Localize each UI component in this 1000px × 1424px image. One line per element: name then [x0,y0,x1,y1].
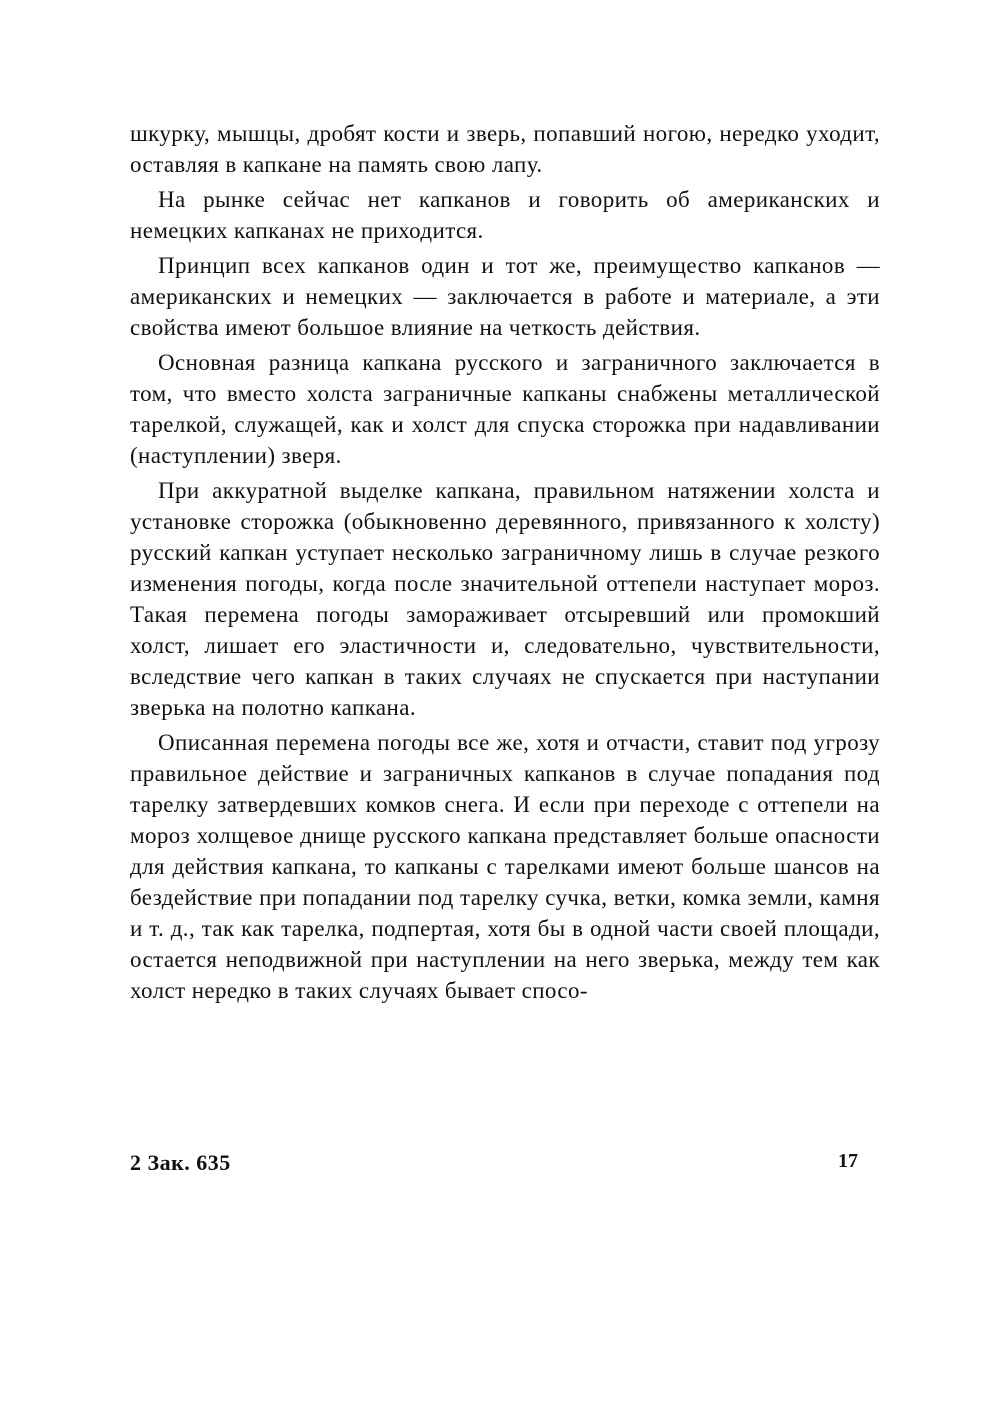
printer-signature: 2 Зак. 635 [130,1150,231,1175]
paragraph-1: шкурку, мышцы, дробят кости и зверь, попавший ногою, нередко уходит, оставляя в капкане на память свою лапу. [130,121,880,177]
page-body [130,118,880,1010]
paragraph-3: Принцип всех капканов один и тот же, преимущество капканов — американских и немецких — заключается в работе и материале, а эти свойства имеют большое влияние на четкость действия. [130,253,880,340]
paragraph-4: Основная разница капкана русского и заграничного заключается в том, что вместо холста заграничные капканы снабжены металлической тарелкой, служащей, как и холст для спуска сторожка при надавливании (наступлении) зверя. [130,350,880,468]
paragraph-6: Описанная перемена погоды все же, хотя и отчасти, ставит под угрозу правильное действие и заграничных капканов в случае попадания под тарелку затвердевших комков снега. И если при переходе с оттепели на мороз холщевое днище русского капкана представляет больше опасности для действия капкана, то капканы с тарелками имеют больше шансов на бездействие при попадании под тарелку сучка, ветки, комка земли, камня и т. д., так как тарелка, подпертая, хотя бы в одной части своей площади, остается неподвижной при наступлении на него зверька, между тем как холст нередко в таких случаях бывает спосо- [130,730,880,1003]
paragraph-5: При аккуратной выделке капкана, правильном натяжении холста и установке сторожка (обыкновенно деревянного, привязанного к холсту) русский капкан уступает несколько заграничному лишь в случае резкого изменения погоды, когда после значительной оттепели наступает мороз. Такая перемена погоды замораживает отсыревший или промокший холст, лишает его эластичности и, следовательно, чувствительности, вследствие чего капкан в таких случаях не спускается при наступании зверька на полотно капкана. [130,478,880,720]
paragraph-2: На рынке сейчас нет капканов и говорить об американских и немецких капканах не приходится. [130,187,880,243]
page-number: 17 [838,1150,858,1172]
